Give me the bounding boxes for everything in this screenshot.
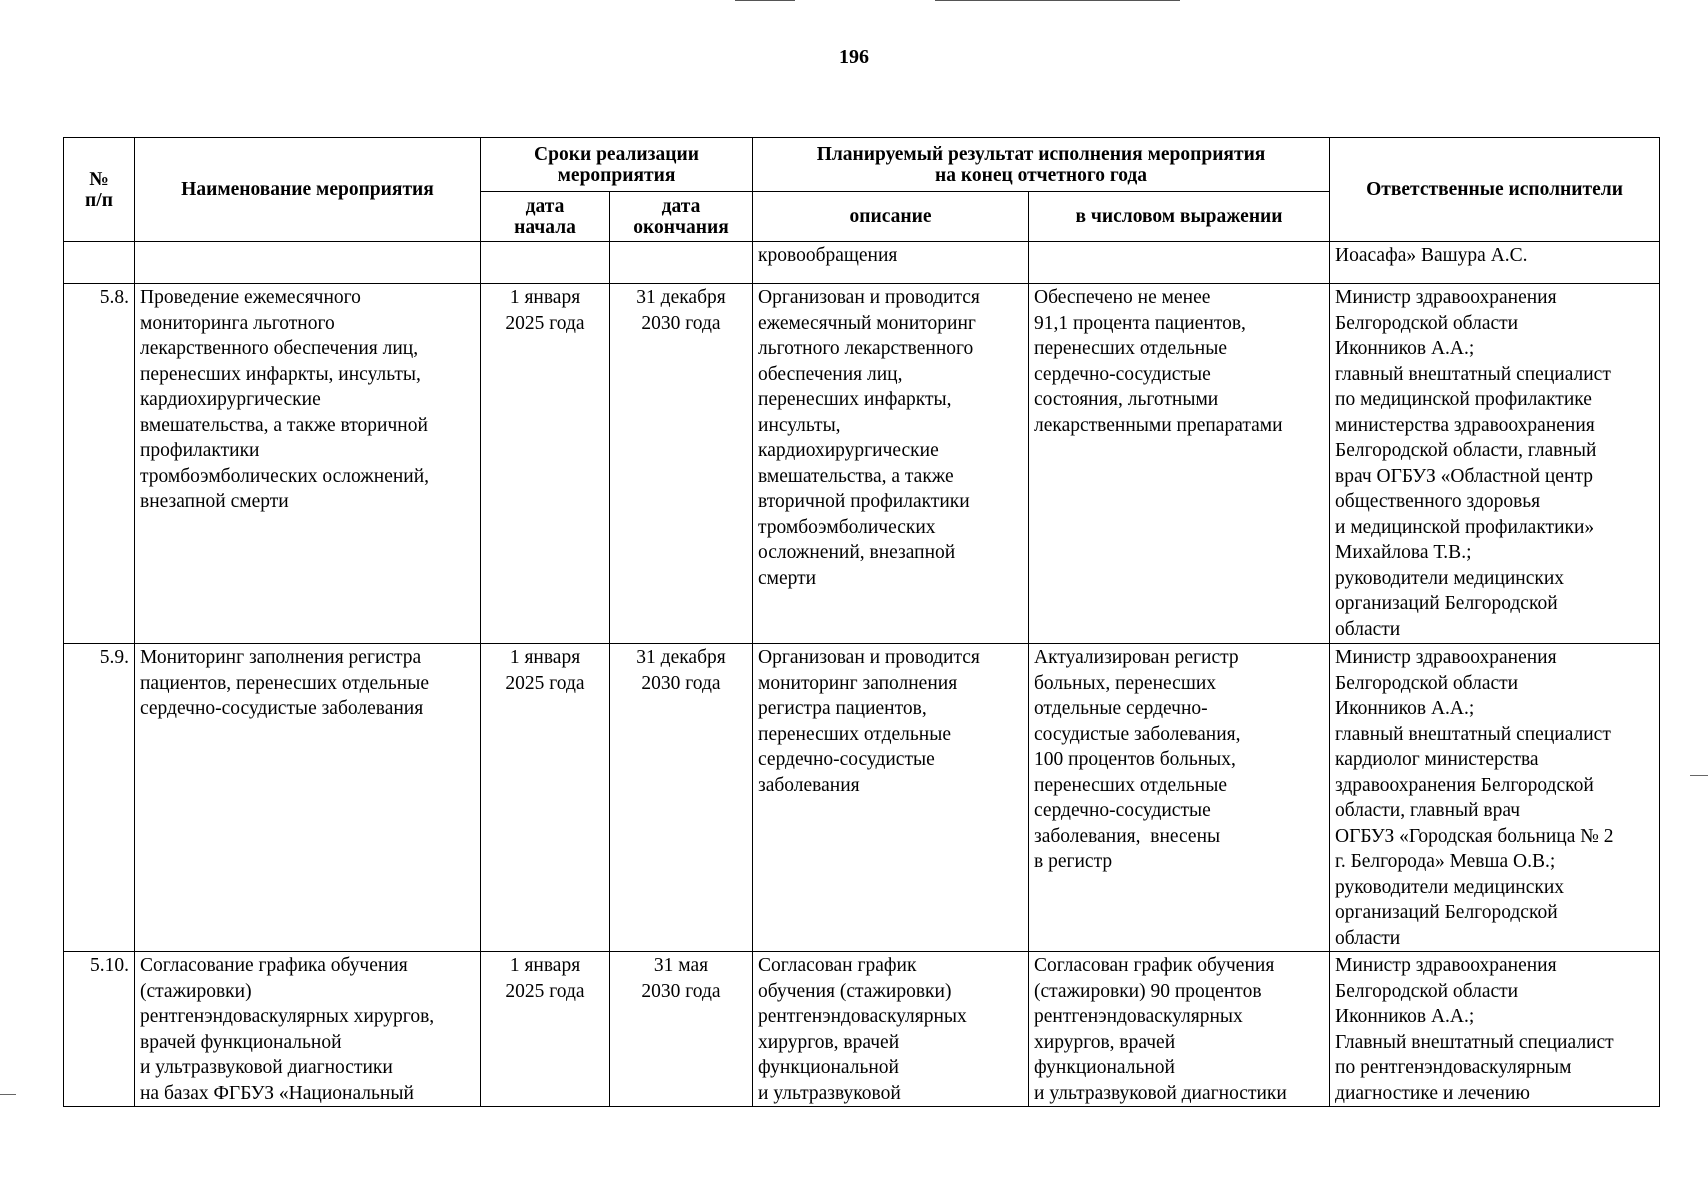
row-responsible: Министр здравоохранения Белгородской области Иконников А.А.; Главный внештатный специалист по рентгенэндоваскулярным диагностике и лечению — [1330, 952, 1660, 1107]
header-description: описание — [753, 192, 1029, 242]
table-row — [64, 242, 1660, 284]
row-description: кровообращения — [753, 242, 1029, 284]
row-responsible: Иоасафа» Вашура А.С. — [1330, 242, 1660, 284]
row-numeric — [1029, 242, 1330, 284]
header-responsible: Ответственные исполнители — [1330, 138, 1660, 242]
row-start-date: 1 января 2025 года — [481, 284, 610, 644]
row-numeric: Согласован график обучения (стажировки) 90 процентов рентгенэндоваскулярных хирургов, врачей функциональной и ультразвуковой диагностики — [1029, 952, 1330, 1107]
row-start-date: 1 января 2025 года — [481, 644, 610, 952]
header-name: Наименование мероприятия — [135, 138, 481, 242]
row-end-date: 31 мая 2030 года — [610, 952, 753, 1107]
scan-edge-line — [735, 0, 795, 1]
header-end-date: дата окончания — [610, 192, 753, 242]
row-name: Согласование графика обучения (стажировки) рентгенэндоваскулярных хирургов, врачей функциональной и ультразвуковой диагностики на базах ФГБУЗ «Национальный — [135, 952, 481, 1107]
row-responsible: Министр здравоохранения Белгородской области Иконников А.А.; главный внештатный специалист по медицинской профилактике министерства здравоохранения Белгородской области, главный врач ОГБУЗ «Областной центр общественного здоровья и медицинской профилактики» Михайлова Т.В.; руководители медицинских организаций Белгородской области — [1330, 284, 1660, 644]
row-description: Организован и проводится ежемесячный мониторинг льготного лекарственного обеспечения лиц, перенесших инфаркты, инсульты, кардиохирургические вмешательства, а также вторичной профилактики тромбоэмболических осложнений, внезапной смерти — [753, 284, 1029, 644]
table-row — [64, 284, 1660, 644]
table-row — [64, 952, 1660, 1107]
row-numeric: Актуализирован регистр больных, перенесших отдельные сердечно- сосудистые заболевания, 100 процентов больных, перенесших отдельные сердечно-сосудистые заболевания, внесены в регистр — [1029, 644, 1330, 952]
row-end-date: 31 декабря 2030 года — [610, 284, 753, 644]
header-row-1 — [64, 138, 1660, 192]
row-start-date: 1 января 2025 года — [481, 952, 610, 1107]
row-num: 5.10. — [64, 952, 135, 1107]
row-description: Организован и проводится мониторинг заполнения регистра пациентов, перенесших отдельные сердечно-сосудистые заболевания — [753, 644, 1029, 952]
row-name — [135, 242, 481, 284]
row-description: Согласован график обучения (стажировки) рентгенэндоваскулярных хирургов, врачей функциональной и ультразвуковой — [753, 952, 1029, 1107]
row-responsible: Министр здравоохранения Белгородской области Иконников А.А.; главный внештатный специалист кардиолог министерства здравоохранения Белгородской области, главный врач ОГБУЗ «Городская больница № 2 г. Белгорода» Мевша О.В.; руководители медицинских организаций Белгородской области — [1330, 644, 1660, 952]
activities-table — [63, 137, 1660, 1107]
header-start-date: дата начала — [481, 192, 610, 242]
row-name: Проведение ежемесячного мониторинга льготного лекарственного обеспечения лиц, перенесших инфаркты, инсульты, кардиохирургические вмешательства, а также вторичной профилактики тромбоэмболических осложнений, внезапной смерти — [135, 284, 481, 644]
row-num: 5.9. — [64, 644, 135, 952]
row-numeric: Обеспечено не менее 91,1 процента пациентов, перенесших отдельные сердечно-сосудистые состояния, льготными лекарственными препаратами — [1029, 284, 1330, 644]
header-terms: Сроки реализации мероприятия — [481, 138, 753, 192]
scan-edge-mark — [1690, 775, 1708, 776]
header-num: № п/п — [64, 138, 135, 242]
row-end-date: 31 декабря 2030 года — [610, 644, 753, 952]
row-num: 5.8. — [64, 284, 135, 644]
header-result: Планируемый результат исполнения мероприятия на конец отчетного года — [753, 138, 1330, 192]
row-end-date — [610, 242, 753, 284]
page-number: 196 — [839, 46, 869, 68]
scan-edge-mark — [0, 1094, 16, 1095]
row-num — [64, 242, 135, 284]
row-name: Мониторинг заполнения регистра пациентов, перенесших отдельные сердечно-сосудистые заболевания — [135, 644, 481, 952]
row-start-date — [481, 242, 610, 284]
table-row — [64, 644, 1660, 952]
scan-edge-line — [935, 0, 1180, 1]
header-numeric: в числовом выражении — [1029, 192, 1330, 242]
